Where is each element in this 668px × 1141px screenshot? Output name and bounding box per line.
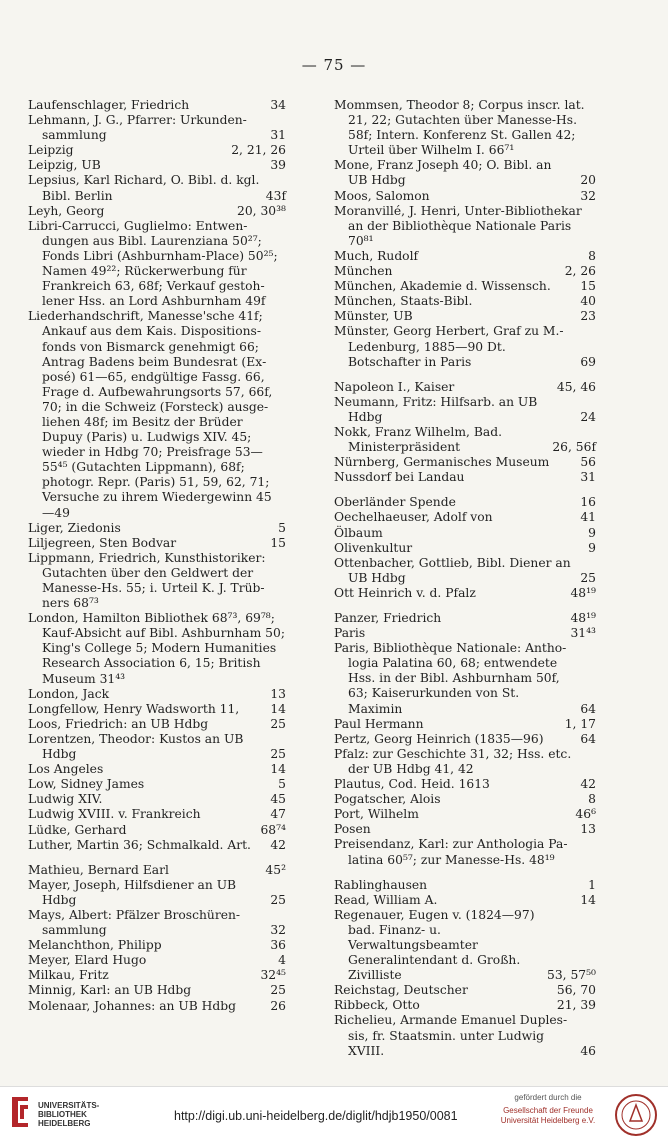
entry-text: Regenauer, Eugen v. (1824—97) bad. Finanz- u. Verwaltungsbeamter Generalintendant d. Großh. Zivilliste <box>334 907 535 983</box>
entry-text: Lüdke, Gerhard <box>28 822 127 837</box>
entry-page-ref: 45, 46 <box>556 379 596 394</box>
source-url-link[interactable]: http://digi.ub.uni-heidelberg.de/diglit/hdjb1950/0081 <box>174 1109 458 1123</box>
entry-text: Posen <box>334 822 371 837</box>
library-name-line: UNIVERSITÄTS- <box>38 1101 100 1110</box>
entry-text: Münster, UB <box>334 309 413 324</box>
index-entry <box>334 747 596 777</box>
entry-text: Lippmann, Friedrich, Kunsthistoriker: Gutachten über den Geldwert der Manesse-Hs. 55; i. Urteil K. J. Trübners 68⁷³ <box>28 550 266 611</box>
index-entry <box>28 173 286 203</box>
entry-page-ref: 24 <box>580 409 596 424</box>
index-entry <box>28 687 286 702</box>
entry-text: Leyh, Georg <box>28 203 105 218</box>
entry-page-ref: 8 <box>588 792 596 807</box>
index-entry <box>334 380 596 395</box>
index-entry <box>334 983 596 998</box>
index-entry <box>28 611 286 686</box>
entry-text: Liljegreen, Sten Bodvar <box>28 535 177 550</box>
entry-page-ref: 42 <box>580 777 596 792</box>
entry-page-ref: 26 <box>270 998 286 1013</box>
entry-text: Liger, Ziedonis <box>28 520 121 535</box>
entry-text: Paul Hermann <box>334 716 424 731</box>
page-number: — 75 — <box>301 56 367 74</box>
index-entry <box>28 807 286 822</box>
index-entry <box>334 998 596 1013</box>
entry-page-ref: 36 <box>270 938 286 953</box>
entry-page-ref: 14 <box>270 762 286 777</box>
entry-text: München, Staats-Bibl. <box>334 294 473 309</box>
entry-page-ref: 32 <box>580 188 596 203</box>
entry-text: Lehmann, J. G., Pfarrer: Urkundensammlung <box>28 113 247 143</box>
entry-text: Meyer, Elard Hugo <box>28 953 147 968</box>
entry-page-ref: 32⁴⁵ <box>260 968 286 983</box>
index-entry <box>334 510 596 525</box>
entry-text: Mathieu, Bernard Earl <box>28 862 169 877</box>
index-entry <box>28 551 286 611</box>
entry-text: Luther, Martin 36; Schmalkald. Art. <box>28 837 251 852</box>
index-entry <box>28 777 286 792</box>
library-name-line: HEIDELBERG <box>38 1119 91 1128</box>
index-entry <box>28 953 286 968</box>
entry-page-ref: 9 <box>588 525 596 540</box>
entry-page-ref: 20 <box>580 173 596 188</box>
entry-page-ref: 25 <box>270 747 286 762</box>
index-entry <box>28 792 286 807</box>
index-entry <box>28 838 286 853</box>
entry-page-ref: 1, 17 <box>564 716 596 731</box>
index-entry <box>28 938 286 953</box>
index-entry <box>334 526 596 541</box>
entry-text: Loos, Friedrich: an UB Hdbg <box>28 716 209 731</box>
index-entry <box>334 822 596 837</box>
entry-text: Münster, Georg Herbert, Graf zu M.-Ledenburg, 1885—90 Dt. Botschafter in Paris <box>334 324 564 369</box>
entry-page-ref: 2, 26 <box>564 264 596 279</box>
entry-text: Liederhandschrift, Manesse'sche 41f; Ankauf aus dem Kais. Dispositionsfonds von Bismarck genehmigt 66; Antrag Badens beim Bundesrat (Exposé) 61—65, endgültige Fassg. 66, Frage d. Aufbewahrungsorts 57, 66f, 70; in die Schweiz (Forsteck) ausgeliehen 48f; im Besitz der Brüder Dupuy (Paris) u. Ludwigs XIV. 45; wieder in Hdbg 70; Preisfrage 53—55⁴⁵ (Gutachten Lippmann), 68f; photogr. Repr. (Paris) 51, 59, 62, 71; Versuche zu ihrem Wiedergewinn 45 —49 <box>28 309 273 520</box>
index-entry <box>28 536 286 551</box>
entry-page-ref: 56 <box>580 455 596 470</box>
entry-page-ref: 5 <box>278 777 286 792</box>
index-entry <box>28 98 286 113</box>
index-entry <box>28 219 286 310</box>
entry-page-ref: 16 <box>580 495 596 510</box>
entry-text: Neumann, Fritz: Hilfsarb. an UB Hdbg <box>334 394 538 424</box>
entry-page-ref: 31 <box>580 470 596 485</box>
entry-text: Leipzig, UB <box>28 158 101 173</box>
entry-page-ref: 69 <box>580 354 596 369</box>
index-entry <box>334 395 596 425</box>
entry-text: Ludwig XVIII. v. Frankreich <box>28 807 201 822</box>
entry-page-ref: 25 <box>270 892 286 907</box>
index-entry <box>28 204 286 219</box>
entry-page-ref: 15 <box>580 279 596 294</box>
entry-page-ref: 56, 70 <box>556 983 596 998</box>
entry-page-ref: 25 <box>270 716 286 731</box>
entry-page-ref: 48¹⁹ <box>570 585 596 600</box>
entry-text: Ottenbacher, Gottlieb, Bibl. Diener an UB Hdbg <box>334 555 571 585</box>
sponsor-credit <box>488 1093 608 1126</box>
entry-text: München <box>334 264 393 279</box>
entry-text: Nürnberg, Germanisches Museum <box>334 455 550 470</box>
entry-text: Mayer, Joseph, Hilfsdiener an UB Hdbg <box>28 877 237 907</box>
entry-text: Los Angeles <box>28 762 104 777</box>
entry-text: Much, Rudolf <box>334 248 419 263</box>
entry-page-ref: 31⁴³ <box>570 626 596 641</box>
entry-text: Read, William A. <box>334 892 438 907</box>
entry-page-ref: 23 <box>580 309 596 324</box>
entry-text: Leipzig <box>28 143 74 158</box>
entry-text: Paris, Bibliothèque Nationale: Anthologia Palatina 60, 68; entwendete Hss. in der Bibl. Ashburnham 50f, 63; Kaiserurkunden von St. Maximin <box>334 641 567 716</box>
index-entry <box>334 611 596 626</box>
sponsor-heading: gefördert durch die <box>514 1093 582 1102</box>
entry-page-ref: 46⁶ <box>575 807 596 822</box>
index-entry <box>334 586 596 601</box>
entry-text: Pfalz: zur Geschichte 31, 32; Hss. etc. der UB Hdbg 41, 42 <box>334 746 572 776</box>
entry-page-ref: 14 <box>270 701 286 716</box>
index-entry <box>28 823 286 838</box>
sponsor-name-line: Universität Heidelberg e.V. <box>500 1116 596 1125</box>
index-entry <box>334 249 596 264</box>
entry-page-ref: 42 <box>270 837 286 852</box>
index-entry <box>334 893 596 908</box>
entry-page-ref: 5 <box>278 520 286 535</box>
index-column-left <box>28 98 286 1014</box>
section-gap <box>334 868 596 878</box>
entry-page-ref: 25 <box>270 983 286 998</box>
entry-text: Mommsen, Theodor 8; Corpus inscr. lat. 21, 22; Gutachten über Manesse-Hs. 58f; Intern. Konferenz St. Gallen 42; Urteil über Wilhelm I. 66⁷¹ <box>334 98 585 158</box>
entry-page-ref: 21, 39 <box>556 998 596 1013</box>
entry-page-ref: 68⁷⁴ <box>260 822 286 837</box>
entry-text: Oberländer Spende <box>334 495 456 510</box>
library-name-line: BIBLIOTHEK <box>38 1110 87 1119</box>
entry-page-ref: 48¹⁹ <box>570 611 596 625</box>
entry-page-ref: 13 <box>270 686 286 701</box>
section-gap <box>334 485 596 495</box>
index-entry <box>334 807 596 822</box>
index-entry <box>28 863 286 878</box>
entry-text: Molenaar, Johannes: an UB Hdbg <box>28 998 237 1013</box>
entry-text: Ölbaum <box>334 525 383 540</box>
entry-text: Melanchthon, Philipp <box>28 938 162 953</box>
entry-page-ref: 41 <box>580 510 596 525</box>
index-entry <box>334 495 596 510</box>
entry-text: Panzer, Friedrich <box>334 611 442 625</box>
index-entry <box>334 837 596 867</box>
index-entry <box>28 717 286 732</box>
entry-page-ref: 47 <box>270 807 286 822</box>
index-entry <box>334 641 596 716</box>
entry-page-ref: 25 <box>580 570 596 585</box>
index-entry <box>334 470 596 485</box>
university-library-logo-icon <box>8 1095 32 1129</box>
index-entry <box>334 732 596 747</box>
entry-text: Port, Wilhelm <box>334 807 419 822</box>
entry-text: Olivenkultur <box>334 540 413 555</box>
entry-text: London, Hamilton Bibliothek 68⁷³, 69⁷⁸; Kauf-Absicht auf Bibl. Ashburnham 50; King's College 5; Modern Humanities Research Association 6, 15; British Museum 31⁴³ <box>28 611 285 686</box>
index-entry <box>334 717 596 732</box>
index-column-right <box>334 98 596 1059</box>
entry-text: Ott Heinrich v. d. Pfalz <box>334 585 476 600</box>
entry-page-ref: 13 <box>580 822 596 837</box>
entry-text: Nokk, Franz Wilhelm, Bad. Ministerpräsident <box>334 424 502 455</box>
entry-text: Moos, Salomon <box>334 188 430 203</box>
entry-page-ref: 8 <box>588 248 596 263</box>
index-entry <box>28 999 286 1014</box>
entry-text: Ludwig XIV. <box>28 792 103 807</box>
entry-text: Libri-Carrucci, Guglielmo: Entwendungen aus Bibl. Laurenziana 50²⁷; Fonds Libri (Ashburnham-Place) 50²⁵; Namen 49²²; Rückerwerbung für Frankreich 63, 68f; Verkauf gestohlener Hss. an Lord Ashburnham 49f <box>28 218 278 309</box>
entry-text: Pertz, Georg Heinrich (1835—96) <box>334 731 544 746</box>
index-entry <box>334 98 596 158</box>
index-entry <box>334 455 596 470</box>
entry-page-ref: 45 <box>270 792 286 807</box>
entry-text: Reichstag, Deutscher <box>334 983 468 998</box>
entry-page-ref: 46 <box>580 1043 596 1058</box>
section-gap <box>334 370 596 380</box>
index-entry <box>334 1013 596 1058</box>
entry-text: Oechelhaeuser, Adolf von <box>334 510 493 525</box>
entry-text: Preisendanz, Karl: zur Anthologia Palatina 60⁵⁷; zur Manesse-Hs. 48¹⁹ <box>334 837 568 867</box>
index-entry <box>28 702 286 717</box>
entry-page-ref: 20, 30³⁸ <box>237 203 286 218</box>
index-entry <box>334 908 596 983</box>
entry-page-ref: 64 <box>580 731 596 746</box>
entry-text: Plautus, Cod. Heid. 1613 <box>334 777 490 792</box>
entry-page-ref: 9 <box>588 540 596 555</box>
index-entry <box>334 792 596 807</box>
index-entry <box>334 279 596 294</box>
entry-text: Pogatscher, Alois <box>334 792 441 807</box>
index-entry <box>334 324 596 369</box>
entry-page-ref: 45² <box>265 862 286 877</box>
entry-text: Nussdorf bei Landau <box>334 470 465 485</box>
index-entry <box>28 908 286 938</box>
entry-text: Laufenschlager, Friedrich <box>28 98 190 112</box>
index-entry <box>334 158 596 188</box>
index-entry <box>334 541 596 556</box>
index-entry <box>28 762 286 777</box>
index-entry <box>28 521 286 536</box>
entry-page-ref: 26, 56f <box>552 440 596 455</box>
entry-text: Ribbeck, Otto <box>334 998 420 1013</box>
entry-page-ref: 39 <box>270 158 286 173</box>
entry-text: Paris <box>334 626 366 641</box>
entry-page-ref: 1 <box>588 877 596 892</box>
index-entry <box>334 189 596 204</box>
sponsor-seal-icon <box>614 1093 658 1137</box>
index-entry <box>334 264 596 279</box>
entry-text: Lorentzen, Theodor: Kustos an UB Hdbg <box>28 731 244 762</box>
index-entry <box>28 113 286 143</box>
entry-page-ref: 14 <box>580 892 596 907</box>
index-entry <box>28 158 286 173</box>
footer-bar <box>0 1086 668 1141</box>
section-gap <box>334 601 596 611</box>
entry-text: Lepsius, Karl Richard, O. Bibl. d. kgl. Bibl. Berlin <box>28 173 260 203</box>
entry-text: Moranvillé, J. Henri, Unter-Bibliothekar an der Bibliothèque Nationale Paris 70⁸¹ <box>334 203 582 248</box>
entry-text: Napoleon I., Kaiser <box>334 379 455 394</box>
entry-text: Rablinghausen <box>334 877 428 892</box>
entry-page-ref: 32 <box>270 923 286 938</box>
entry-text: München, Akademie d. Wissensch. <box>334 279 551 294</box>
index-entry <box>334 878 596 893</box>
entry-text: Low, Sidney James <box>28 777 145 792</box>
index-entry <box>334 777 596 792</box>
index-entry <box>334 309 596 324</box>
entry-page-ref: 2, 21, 26 <box>231 143 286 158</box>
sponsor-name-line: Gesellschaft der Freunde <box>503 1106 593 1115</box>
entry-text: Richelieu, Armande Emanuel Duplessis, fr. Staatsmin. unter Ludwig XVIII. <box>334 1013 568 1058</box>
entry-page-ref: 40 <box>580 294 596 309</box>
entry-page-ref: 34 <box>270 98 286 112</box>
section-gap <box>28 853 286 863</box>
entry-text: Milkau, Fritz <box>28 968 109 983</box>
index-entry <box>28 968 286 983</box>
entry-text: Mone, Franz Joseph 40; O. Bibl. an UB Hdbg <box>334 158 552 188</box>
index-entry <box>28 143 286 158</box>
entry-text: Minnig, Karl: an UB Hdbg <box>28 983 192 998</box>
entry-page-ref: 64 <box>580 701 596 716</box>
entry-text: Mays, Albert: Pfälzer Broschürensammlung <box>28 907 241 938</box>
entry-page-ref: 15 <box>270 535 286 550</box>
entry-page-ref: 4 <box>278 953 286 968</box>
index-entry <box>28 878 286 908</box>
index-entry <box>28 983 286 998</box>
index-entry <box>334 294 596 309</box>
index-entry <box>28 309 286 520</box>
entry-page-ref: 43f <box>265 188 286 203</box>
library-name <box>38 1101 118 1128</box>
entry-text: Longfellow, Henry Wadsworth 11, <box>28 701 240 716</box>
entry-page-ref: 53, 57⁵⁰ <box>547 968 596 983</box>
index-entry <box>334 425 596 455</box>
entry-page-ref: 31 <box>270 128 286 143</box>
index-entry <box>28 732 286 762</box>
entry-text: London, Jack <box>28 686 110 701</box>
index-entry <box>334 556 596 586</box>
index-entry <box>334 626 596 641</box>
index-entry <box>334 204 596 249</box>
